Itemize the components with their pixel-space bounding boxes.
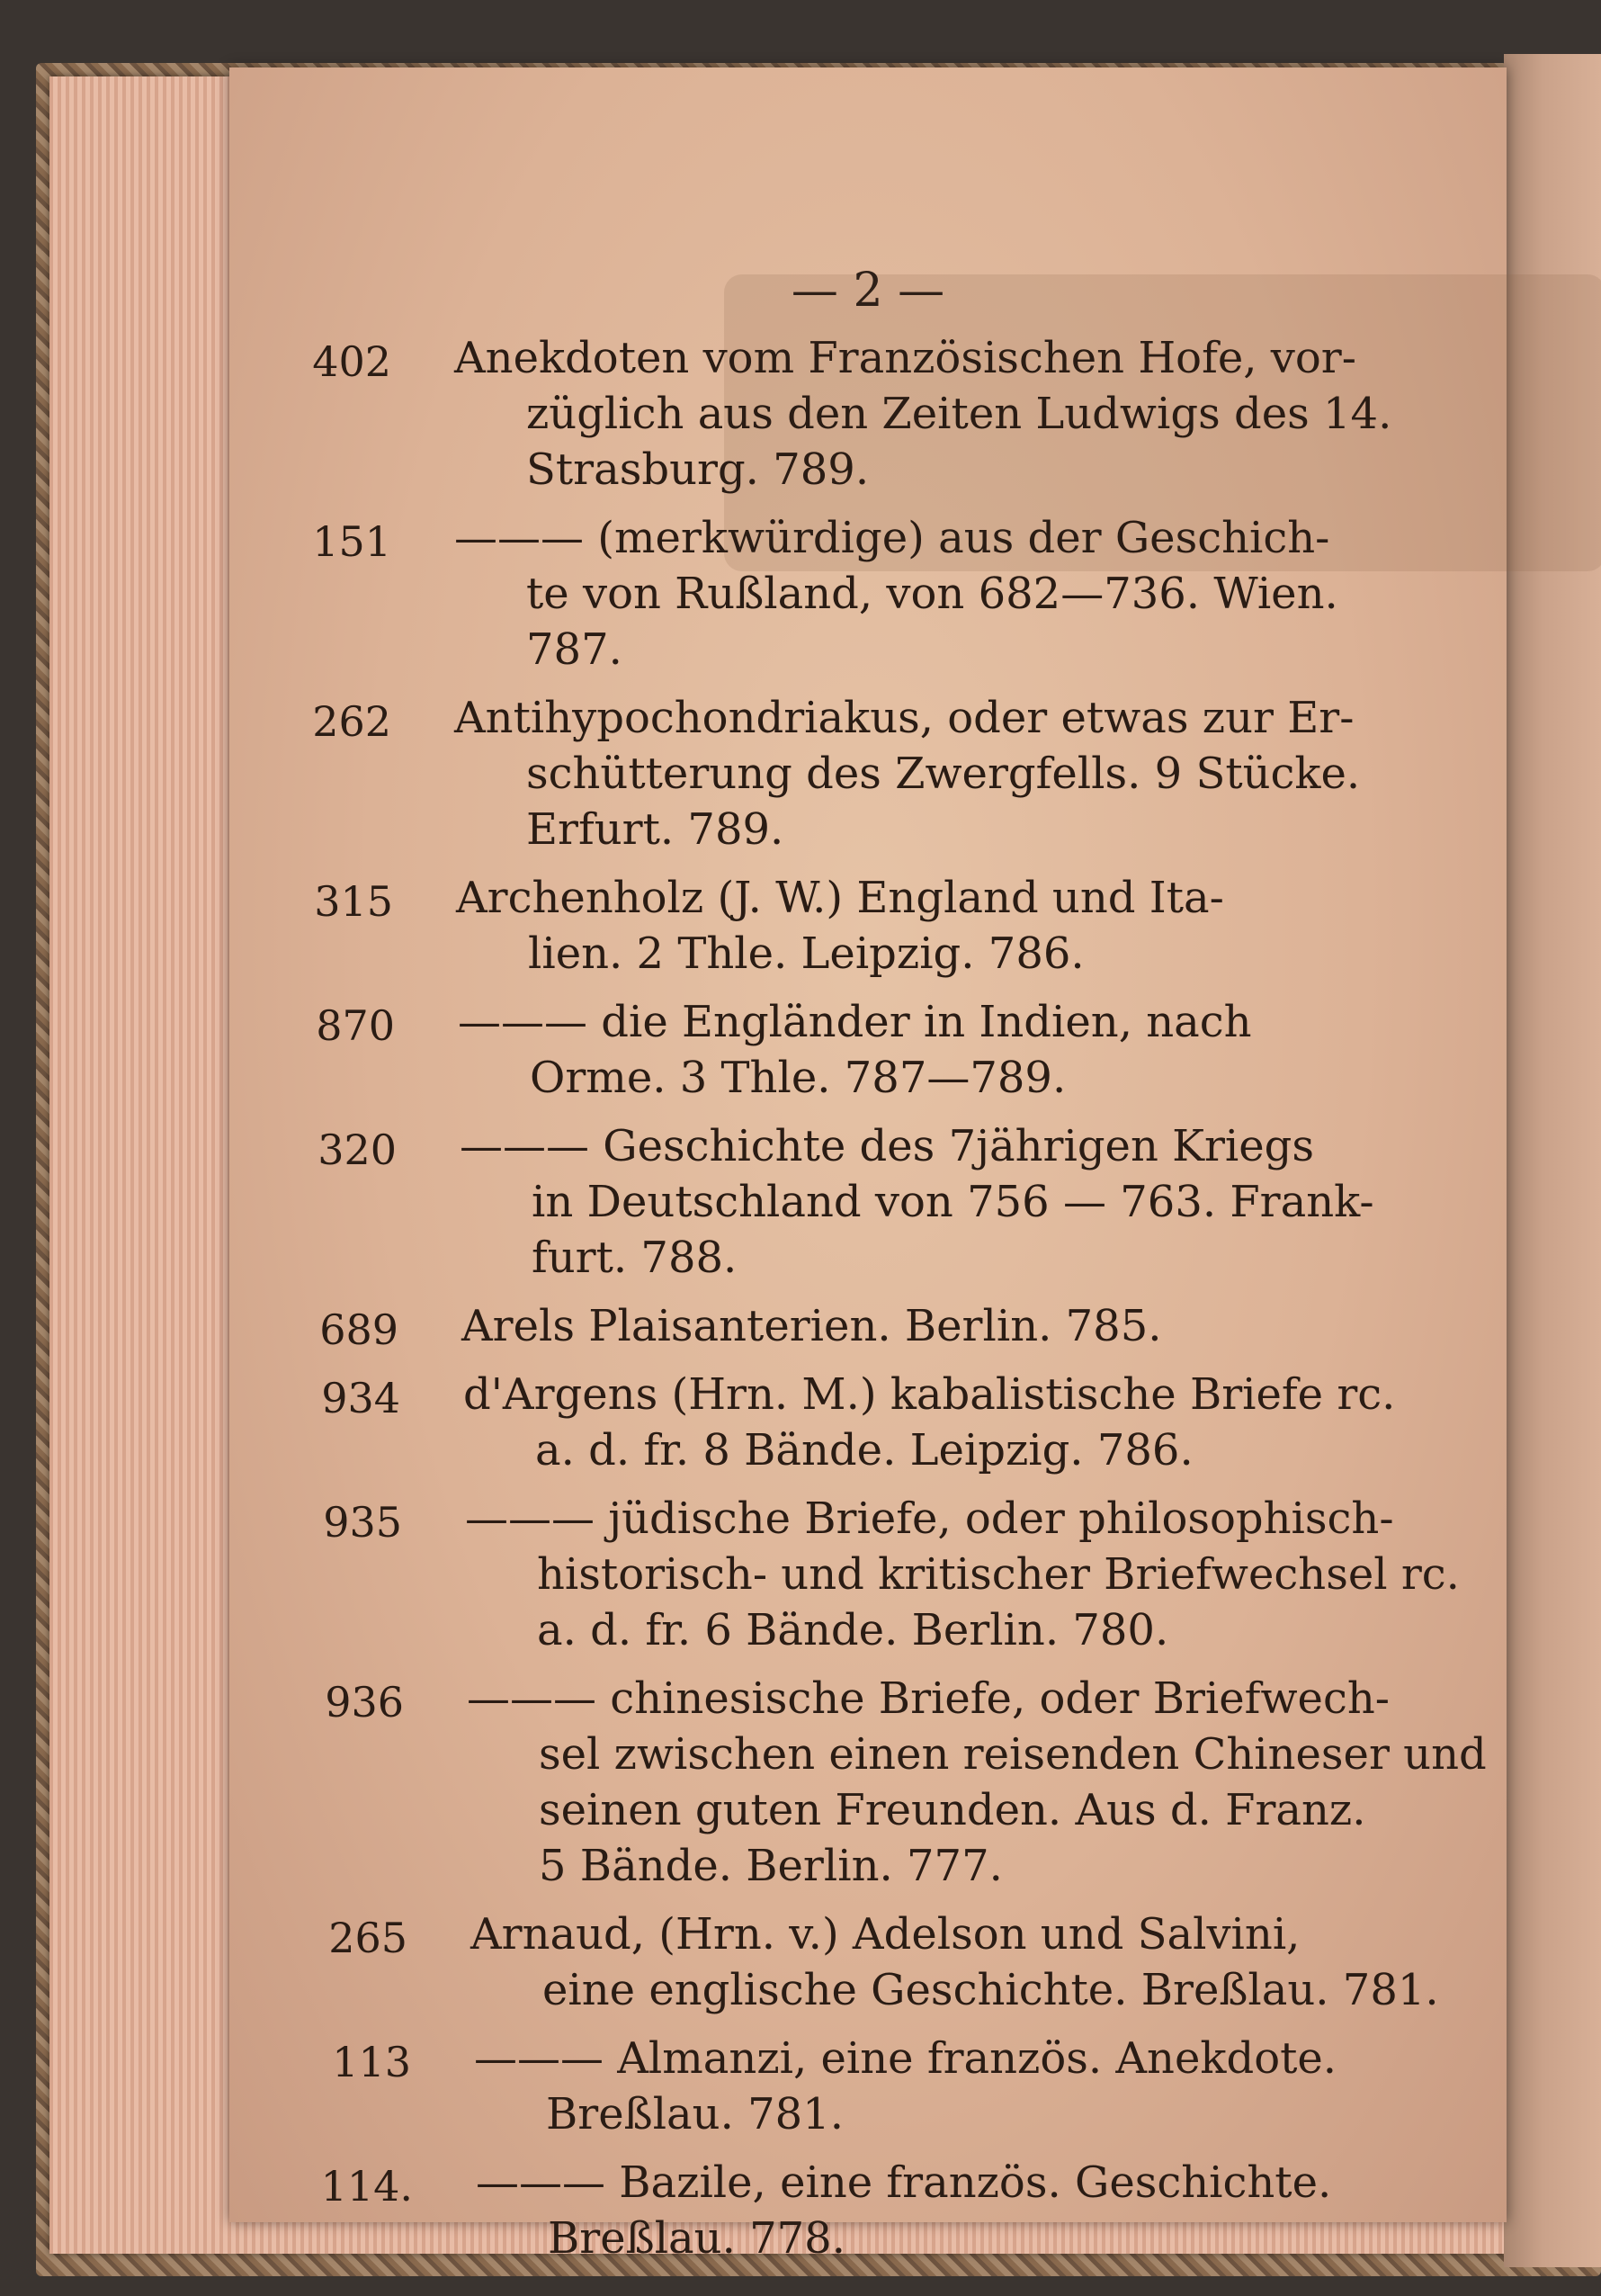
- entry-number: 934: [321, 1374, 400, 1422]
- entry-number: 870: [316, 1001, 395, 1050]
- entry-number: 935: [323, 1498, 402, 1547]
- entry-number: 262: [312, 697, 391, 746]
- entry-number: 936: [325, 1678, 404, 1726]
- entry-line: Strasburg. 789.: [526, 444, 870, 495]
- entry-line: a. d. fr. 6 Bände. Berlin. 780.: [537, 1605, 1169, 1655]
- catalog-entry: [229, 1491, 1507, 1658]
- entry-line: züglich aus den Zeiten Ludwigs des 14.: [526, 389, 1392, 439]
- catalog-entry: [229, 870, 1507, 982]
- entry-line: in Deutschland von 756 — 763. Frank-: [532, 1177, 1374, 1227]
- entry-line: Archenholz (J. W.) England und Ita-: [456, 873, 1224, 923]
- entry-line: Antihypochondriakus, oder etwas zur Er-: [454, 693, 1355, 743]
- entry-line: ——— die Engländer in Indien, nach: [458, 997, 1252, 1047]
- book-page: [229, 67, 1507, 2264]
- entry-line: a. d. fr. 8 Bände. Leipzig. 786.: [535, 1425, 1194, 1475]
- catalog-entry: [229, 1298, 1507, 1354]
- catalog-entry: [229, 1367, 1507, 1478]
- entry-line: ——— (merkwürdige) aus der Geschich-: [454, 513, 1330, 563]
- catalog-entry: [229, 2031, 1507, 2142]
- catalog-entry: [229, 1118, 1507, 1286]
- entry-number: 689: [319, 1305, 398, 1354]
- entry-number: 265: [328, 1914, 407, 1962]
- entry-line: sel zwischen einen reisenden Chineser und: [539, 1729, 1487, 1780]
- entry-line: te von Rußland, von 682—736. Wien.: [526, 569, 1338, 619]
- catalog-entry: [229, 1906, 1507, 2018]
- entry-line: furt. 788.: [532, 1233, 738, 1283]
- entry-line: ——— Bazile, eine französ. Geschichte.: [476, 2157, 1332, 2208]
- entry-number: 114.: [320, 2162, 413, 2211]
- entry-line: Breßlau. 781.: [546, 2089, 844, 2139]
- entry-line: Breßlau. 778.: [548, 2213, 845, 2264]
- catalog-entry: [229, 510, 1507, 677]
- entry-line: ——— jüdische Briefe, oder philosophisch-: [465, 1493, 1394, 1544]
- entry-number: 402: [312, 337, 391, 386]
- entry-line: seinen guten Freunden. Aus d. Franz.: [539, 1785, 1366, 1835]
- entry-line: lien. 2 Thle. Leipzig. 786.: [528, 928, 1085, 979]
- entry-number: 315: [314, 877, 393, 926]
- catalog-entry: [229, 330, 1507, 498]
- entry-line: 787.: [526, 624, 622, 675]
- entry-number: 320: [318, 1126, 397, 1174]
- catalog-entry: [229, 690, 1507, 857]
- entry-line: eine englische Geschichte. Breßlau. 781.: [542, 1965, 1439, 2015]
- catalog-entries: [229, 330, 1507, 2279]
- entry-line: Erfurt. 789.: [526, 804, 784, 855]
- entry-line: Anekdoten vom Französischen Hofe, vor-: [454, 333, 1356, 383]
- entry-number: 151: [312, 517, 391, 566]
- catalog-entry: [229, 2155, 1507, 2266]
- entry-line: ——— Geschichte des 7jährigen Kriegs: [460, 1121, 1315, 1171]
- entry-number: 113: [332, 2038, 411, 2086]
- entry-line: Orme. 3 Thle. 787—789.: [530, 1053, 1067, 1103]
- catalog-entry: [229, 994, 1507, 1106]
- entry-line: Arnaud, (Hrn. v.) Adelson und Salvini,: [470, 1909, 1301, 1960]
- entry-line: ——— chinesische Briefe, oder Briefwech-: [467, 1673, 1390, 1724]
- page-number: — 2 —: [791, 264, 945, 318]
- entry-line: 5 Bände. Berlin. 777.: [539, 1841, 1003, 1891]
- entry-line: d'Argens (Hrn. M.) kabalistische Briefe rc.: [463, 1369, 1396, 1420]
- entry-line: ——— Almanzi, eine französ. Anekdote.: [474, 2033, 1337, 2084]
- catalog-entry: [229, 1671, 1507, 1894]
- entry-line: Arels Plaisanterien. Berlin. 785.: [461, 1301, 1162, 1351]
- entry-line: historisch- und kritischer Briefwechsel rc.: [537, 1549, 1460, 1600]
- entry-line: schütterung des Zwergfells. 9 Stücke.: [526, 749, 1361, 799]
